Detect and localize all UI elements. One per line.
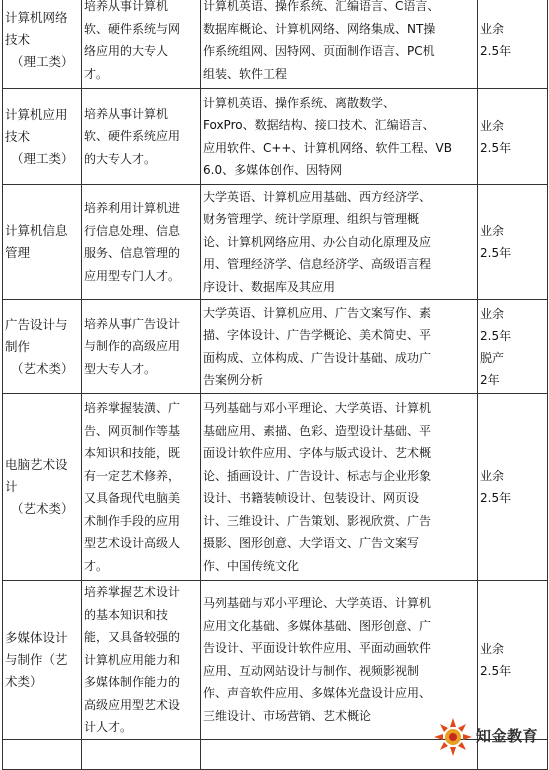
cell-line: 与制作（艺 xyxy=(5,651,68,667)
cell-line: （理工类） xyxy=(11,150,74,166)
cell-line: 数据库概论、计算机网络、网络集成、NT操 xyxy=(203,21,436,36)
major-cell xyxy=(3,581,82,740)
cell-line: 面构成、立体构成、广告设计基础、成功广 xyxy=(203,350,432,365)
cell-line: 2.5年 xyxy=(480,44,512,58)
training-goal-cell xyxy=(82,185,201,300)
cell-line: 型艺术设计高级人 xyxy=(84,536,181,550)
cell-line: 设计、书籍装帧设计、包装设计、网页设 xyxy=(203,491,420,505)
cell-line: 业余 xyxy=(480,118,505,133)
cell-line: 广告设计与 xyxy=(5,316,68,332)
cell-line: 脱产 xyxy=(480,350,505,365)
cell-line: 服务、信息管理的 xyxy=(84,246,181,260)
cell-line: （理工类） xyxy=(11,54,74,69)
major-cell xyxy=(3,0,82,89)
major-cell xyxy=(3,394,82,581)
cell-line: 告、网页制作等基 xyxy=(84,423,181,438)
cell-line: 大学英语、计算机应用、广告文案写作、素 xyxy=(203,305,432,320)
watermark-text: 知金教育 xyxy=(476,727,539,745)
cell-line: 电脑艺术设 xyxy=(5,457,68,472)
training-goal-cell xyxy=(82,581,201,740)
cell-line: 能，又具备较强的 xyxy=(84,630,181,644)
courses-cell xyxy=(201,89,478,185)
cell-line: 软、硬件系统应用 xyxy=(84,129,181,144)
cell-line: 马列基础与邓小平理论、大学英语、计算机 xyxy=(203,596,432,611)
cell-line: （艺术类） xyxy=(11,360,74,376)
cell-line: 多媒体制作能力的 xyxy=(84,675,181,689)
cell-line: 的大专人才。 xyxy=(84,151,157,166)
cell-line: 计人才。 xyxy=(84,720,133,734)
cell-line: 2年 xyxy=(480,372,500,387)
cell-line: 应用软件、C++、计算机网络、软件工程、VB xyxy=(203,140,452,155)
cell-line: 告案例分析 xyxy=(203,373,264,387)
cell-line: 培养从事广告设计 xyxy=(84,316,181,331)
cell-line: 培养从事计算机 xyxy=(84,106,169,121)
cell-line: 2.5年 xyxy=(480,246,512,260)
cell-line: 应用、互动网站设计与制作、视频影视制 xyxy=(203,663,420,678)
cell-line: 培养掌握装潢、广 xyxy=(84,401,181,415)
cell-line: 计算机信息 xyxy=(5,223,68,238)
cell-line: 计算机英语、操作系统、汇编语言、C语言、 xyxy=(203,0,440,13)
cell-line: 软、硬件系统与网 xyxy=(84,21,181,36)
table-body xyxy=(3,0,548,769)
cell-line: FoxPro、数据结构、接口技术、汇编语言、 xyxy=(203,118,435,132)
courses-cell xyxy=(201,394,478,581)
training-goal-cell xyxy=(82,394,201,581)
cell-line: 告设计、平面设计软件应用、平面动画软件 xyxy=(203,641,432,656)
major-cell xyxy=(3,300,82,394)
training-goal-cell xyxy=(82,300,201,394)
cell-line: 作系统组网、因特网、页面制作语言、PC机 xyxy=(203,44,435,58)
cell-line: 管理 xyxy=(5,245,31,260)
study-mode-cell xyxy=(478,89,548,185)
cell-line: 本知识和技能，既 xyxy=(84,446,181,460)
cell-line: 摄影、图形创意、大学语文、广告文案写 xyxy=(203,536,420,550)
study-mode-cell xyxy=(478,185,548,300)
cell-line: 技术 xyxy=(5,128,31,144)
cell-line: 术类） xyxy=(5,673,43,689)
cell-line: 面设计软件应用、字体与版式设计、艺术概 xyxy=(203,446,432,460)
cell-line: 培养掌握艺术设计 xyxy=(84,585,181,599)
cell-line: 业余 xyxy=(480,22,505,36)
cell-line: 多媒体设计 xyxy=(5,629,68,645)
cell-line: 应用文化基础、多媒体基础、图形创意、广 xyxy=(203,618,432,633)
cell-line: 业余 xyxy=(480,641,505,656)
cell-line: 描、字体设计、广告学概论、美术简史、平 xyxy=(203,328,432,342)
cell-line: 计算机网络 xyxy=(5,10,68,25)
table-row xyxy=(3,89,548,185)
cell-line: 大学英语、计算机应用基础、西方经济学、 xyxy=(203,189,432,204)
cell-line: 作、中国传统文化 xyxy=(203,558,300,573)
cell-line: 技术 xyxy=(5,32,31,47)
cell-line: 三维设计、市场营销、艺术概论 xyxy=(203,708,372,723)
cell-line: 组装、软件工程 xyxy=(203,66,288,81)
table-row xyxy=(3,300,548,394)
cell-line: 又具备现代电脑美 xyxy=(84,491,181,505)
major-cell xyxy=(3,89,82,185)
cell-line: 2.5年 xyxy=(480,491,512,505)
cell-line: 基础应用、素描、色彩、造型设计基础、平 xyxy=(203,423,432,438)
cell-line: 计算机英语、操作系统、离散数学、 xyxy=(203,95,396,110)
cell-line: 用、管理经济学、信息经济学、高级语言程 xyxy=(203,257,432,272)
cell-line: 行信息处理、信息 xyxy=(84,223,181,238)
cell-line: 2.5年 xyxy=(480,328,512,343)
majors-table xyxy=(2,0,548,770)
cell-line: 2.5年 xyxy=(480,663,512,678)
zhijin-logo-icon xyxy=(432,716,474,757)
cell-line: 制作 xyxy=(5,338,31,354)
cell-line: 业余 xyxy=(480,469,505,483)
cell-line: 高级应用型艺术设 xyxy=(84,697,181,712)
cell-line: 6.0、多媒体创作、因特网 xyxy=(203,163,343,177)
study-mode-cell xyxy=(478,0,548,89)
cell-line: 计算机应用 xyxy=(5,106,68,122)
cell-line: 序设计、数据库及其应用 xyxy=(203,279,336,294)
cell-line: 计算机应用能力和 xyxy=(84,652,181,667)
training-goal-cell xyxy=(82,739,201,769)
cell-line: 才。 xyxy=(84,66,109,81)
cell-line: 作、声音软件应用、多媒体光盘设计应用、 xyxy=(203,686,432,701)
cell-line: 培养从事计算机 xyxy=(84,0,169,13)
cell-line: 财务管理学、统计学原理、组织与管理概 xyxy=(203,212,420,227)
study-mode-cell xyxy=(478,300,548,394)
training-goal-cell xyxy=(82,89,201,185)
cell-line: 计、三维设计、广告策划、影视欣赏、广告 xyxy=(203,513,432,528)
major-cell xyxy=(3,739,82,769)
study-mode-cell xyxy=(478,394,548,581)
cell-line: 业余 xyxy=(480,306,505,321)
cell-line: 培养利用计算机进 xyxy=(84,201,181,215)
table-row xyxy=(3,394,548,581)
cell-line: 论、插画设计、广告设计、标志与企业形象 xyxy=(203,468,432,483)
watermark xyxy=(432,716,549,757)
cell-line: 才。 xyxy=(84,558,109,573)
cell-line: 论、计算机网络应用、办公自动化原理及应 xyxy=(203,234,432,249)
courses-cell xyxy=(201,0,478,89)
cell-line: 应用型专门人才。 xyxy=(84,268,181,283)
table-row xyxy=(3,185,548,300)
cell-line: 术制作手段的应用 xyxy=(84,513,181,528)
cell-line: 型大专人才。 xyxy=(84,361,157,376)
cell-line: （艺术类） xyxy=(11,501,74,516)
table-row xyxy=(3,0,548,89)
courses-cell xyxy=(201,300,478,394)
cell-line: 计 xyxy=(5,479,18,494)
cell-line: 与制作的高级应用 xyxy=(84,339,181,354)
cell-line: 马列基础与邓小平理论、大学英语、计算机 xyxy=(203,401,432,415)
courses-cell xyxy=(201,185,478,300)
cell-line: 有一定艺术修养， xyxy=(84,468,181,483)
training-goal-cell xyxy=(82,0,201,89)
cell-line: 业余 xyxy=(480,224,505,238)
cell-line: 的基本知识和技 xyxy=(84,607,169,622)
cell-line: 2.5年 xyxy=(480,140,512,155)
cell-line: 络应用的大专人 xyxy=(84,44,169,58)
major-cell xyxy=(3,185,82,300)
